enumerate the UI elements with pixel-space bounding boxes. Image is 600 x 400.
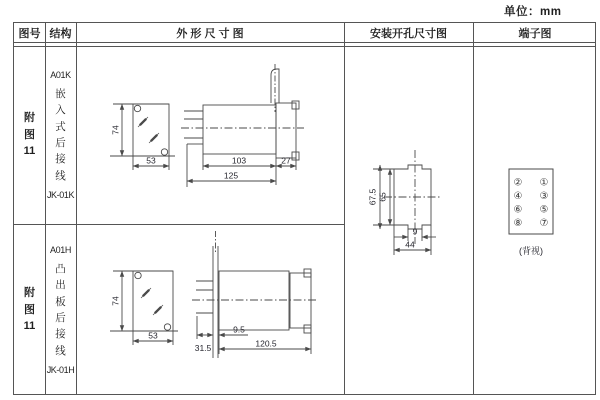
terminal-1: ① [539, 177, 549, 189]
row2-model: A01H [50, 245, 71, 256]
header-divider-line-1 [14, 42, 595, 43]
unit-label: 单位：mm [504, 6, 562, 18]
dim-body-length: 103 [231, 155, 247, 166]
dim-front-width: 53 [148, 330, 158, 341]
row1-figure-no-cell [14, 46, 45, 224]
dim-front-width: 53 [146, 155, 156, 166]
header-mounting-dims: 安装开孔尺寸图 [370, 27, 447, 40]
dim-notch-width: 9 [412, 226, 418, 237]
header-terminal: 端子图 [518, 27, 552, 40]
terminal-7: ⑦ [539, 218, 549, 230]
row2-figure-no-cell [14, 224, 45, 396]
header-outline-dims: 外 形 尺 寸 图 [176, 27, 244, 40]
screw-slot-icon [153, 305, 163, 315]
dim-body-length: 120.5 [255, 338, 277, 349]
screw-slot-icon [141, 288, 151, 298]
side-view [181, 64, 304, 187]
terminal-3: ③ [539, 191, 549, 203]
row1-model: A01K [50, 70, 71, 81]
row1-structure-desc: 嵌入式后接线 [55, 88, 66, 182]
spec-table [13, 22, 596, 395]
dim-inset: 9.5 [233, 324, 245, 335]
front-view [110, 104, 175, 170]
dim-total-depth: 125 [223, 170, 239, 181]
dim-cutout-width: 44 [405, 239, 415, 250]
mounting-hook [271, 69, 279, 103]
terminal-diagram [473, 46, 597, 396]
dim-front-height: 74 [110, 125, 121, 135]
row2-structure-cell [45, 224, 76, 396]
row1-figure-no: 附图11 [23, 112, 36, 158]
row1-structure-cell [45, 46, 76, 224]
header-structure: 结构 [49, 27, 72, 40]
terminal-4: ④ [513, 191, 523, 203]
terminal-2: ② [513, 177, 523, 189]
dim-cutout-height: 65 [377, 192, 388, 202]
rear-view-caption: (背视) [519, 246, 543, 256]
dim-outer-height: 67.5 [367, 188, 378, 206]
terminal-6: ⑥ [513, 204, 523, 216]
row2-structure-desc: 凸出板后接线 [55, 263, 66, 357]
row1-code: JK-01K [46, 189, 75, 200]
row2-code: JK-01H [46, 364, 75, 375]
outline-drawing-a01k [76, 46, 344, 224]
dim-protrusion: 31.5 [194, 342, 212, 353]
row2-figure-no: 附图11 [23, 287, 36, 333]
dim-flange-depth: 27 [281, 155, 291, 166]
screw-slot-icon [149, 133, 159, 143]
dim-front-height: 74 [110, 296, 121, 306]
header-figure-no: 图号 [18, 27, 41, 40]
screw-slot-icon [138, 117, 148, 127]
terminal-8: ⑧ [513, 218, 523, 230]
outline-drawing-a01h [76, 224, 344, 396]
terminal-5: ⑤ [539, 204, 549, 216]
front-view [110, 271, 178, 345]
mounting-cutout-drawing [344, 46, 473, 396]
